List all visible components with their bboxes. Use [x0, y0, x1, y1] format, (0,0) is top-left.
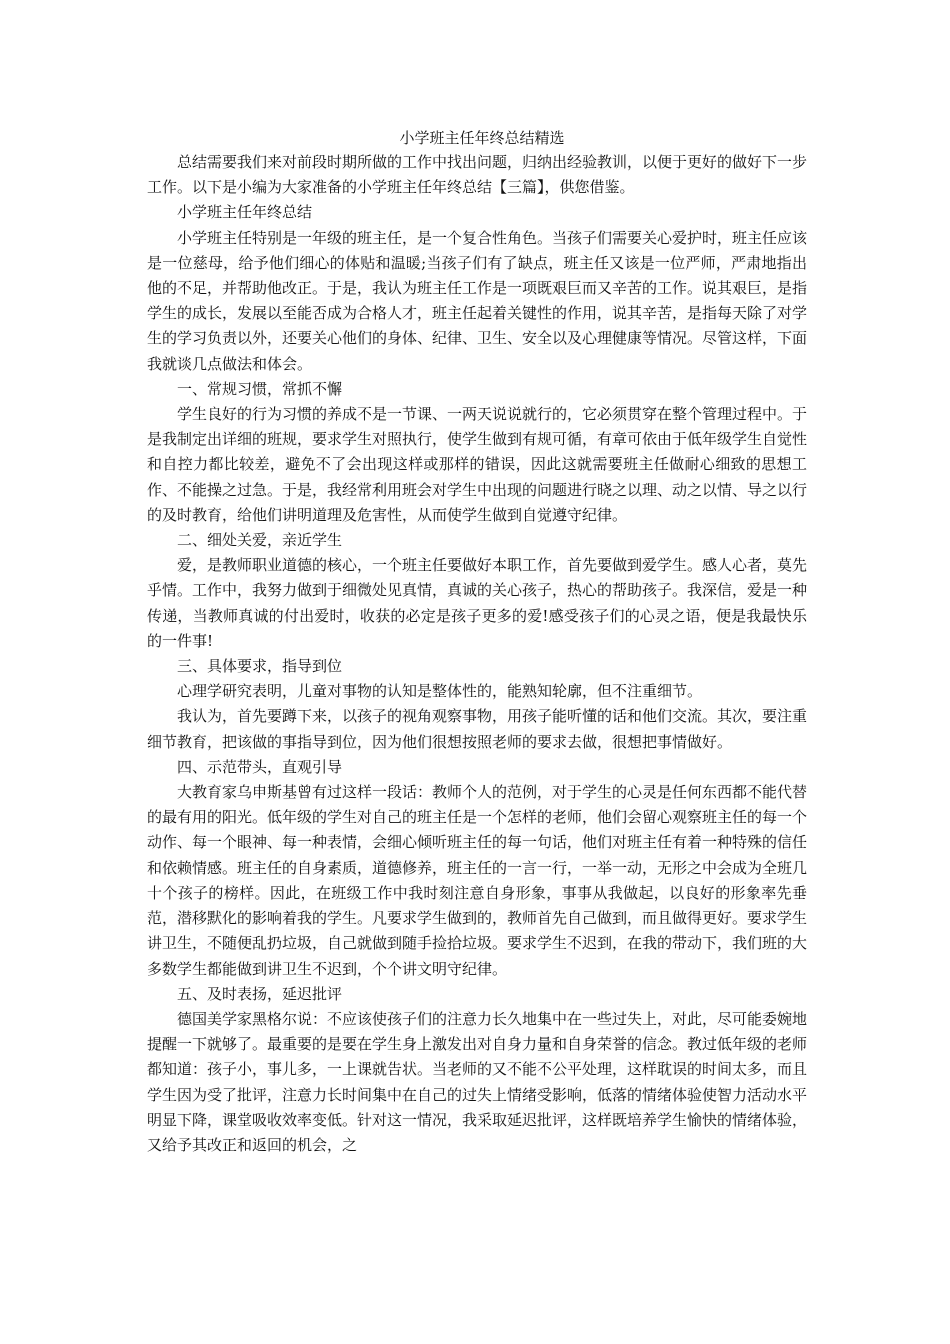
paragraph: 学生良好的行为习惯的养成不是一节课、一两天说说就行的，它必须贯穿在整个管理过程中。于是我制定出详细的班规，要求学生对照执行，使学生做到有规可循，有章可依由于低年级学生自觉性和自控力都比较差，避免不了会出现这样或那样的错误，因此这就需要班主任做耐心细致的思想工作、不能操之过急。于是，我经常利用班会对学生中出现的问题进行晓之以理、动之以情、导之以行的及时教育，给他们讲明道理及危害性，从而使学生做到自觉遵守纪律。: [147, 405, 808, 524]
paragraph: 大教育家乌申斯基曾有过这样一段话：教师个人的范例，对于学生的心灵是任何东西都不能代替的最有用的阳光。低年级的学生对自己的班主任是一个怎样的老师，他们会留心观察班主任的每一个动作、每一个眼神、每一种表情，会细心倾听班主任的每一句话，他们对班主任有着一种特殊的信任和依赖情感。班主任的自身素质，道德修养，班主任的一言一行，一举一动，无形之中会成为全班几十个孩子的榜样。因此，在班级工作中我时刻注意自身形象，事事从我做起，以良好的形象率先垂范，潜移默化的影响着我的学生。凡要求学生做到的，教师首先自己做到，而且做得更好。要求学生讲卫生，不随便乱扔垃圾，自己就做到随手捡拾垃圾。要求学生不迟到，在我的带动下，我们班的大多数学生都能做到讲卫生不迟到，个个讲文明守纪律。: [147, 783, 808, 978]
paragraph: 我认为，首先要蹲下来，以孩子的视角观察事物，用孩子能听懂的话和他们交流。其次，要注重细节教育，把该做的事指导到位，因为他们很想按照老师的要求去做，很想把事情做好。: [147, 707, 808, 751]
section-heading: 四、示范带头，直观引导: [177, 757, 343, 776]
document-title: 小学班主任年终总结精选: [399, 129, 565, 147]
document-page: [147, 126, 807, 1158]
paragraph: 小学班主任特别是一年级的班主任，是一个复合性角色。当孩子们需要关心爱护时，班主任应该是一位慈母，给予他们细心的体贴和温暖;当孩子们有了缺点，班主任又该是一位严师，严肃地指出他的不足，并帮助他改正。于是，我认为班主任工作是一项既艰巨而又辛苦的工作。说其艰巨，是指学生的成长，发展以至能否成为合格人才，班主任起着关键性的作用，说其辛苦，是指每天除了对学生的学习负责以外，还要关心他们的身体、纪律、卫生、安全以及心理健康等情况。尽管这样，下面我就谈几点做法和体会。: [147, 228, 808, 373]
paragraph: 德国美学家黑格尔说：不应该使孩子们的注意力长久地集中在一些过失上，对此，尽可能委婉地提醒一下就够了。最重要的是要在学生身上激发出对自身力量和自身荣誉的信念。教过低年级的老师都知道：孩子小，事儿多，一上课就告状。当老师的又不能不公平处理，这样耽误的时间太多，而且学生因为受了批评，注意力长时间集中在自己的过失上情绪受影响，低落的情绪体验使智力活动水平明显下降，课堂吸收效率变低。针对这一情况，我采取延迟批评，这样既培养学生愉快的情绪体验，又给予其改正和返回的机会，之: [147, 1009, 808, 1154]
section-heading: 二、细处关爱，亲近学生: [177, 531, 343, 550]
paragraph: 总结需要我们来对前段时期所做的工作中找出问题，归纳出经验教训，以便于更好的做好下一步工作。以下是小编为大家准备的小学班主任年终总结【三篇】，供您借鉴。: [147, 153, 808, 197]
section-heading: 五、及时表扬，延迟批评: [177, 984, 343, 1003]
section-heading: 一、常规习惯，常抓不懈: [177, 379, 343, 398]
paragraph: 心理学研究表明，儿童对事物的认知是整体性的，能熟知轮廓，但不注重细节。: [177, 682, 703, 701]
document-body: [147, 150, 807, 1158]
section-heading: 三、具体要求，指导到位: [177, 657, 343, 676]
section-heading: 小学班主任年终总结: [177, 203, 313, 222]
paragraph: 爱，是教师职业道德的核心，一个班主任要做好本职工作，首先要做到爱学生。感人心者，莫先乎情。工作中，我努力做到于细微处见真情，真诚的关心孩子，热心的帮助孩子。我深信，爱是一种传递，当教师真诚的付出爱时，收获的必定是孩子更多的爱!感受孩子们的心灵之语，便是我最快乐的一件事!: [147, 556, 808, 650]
